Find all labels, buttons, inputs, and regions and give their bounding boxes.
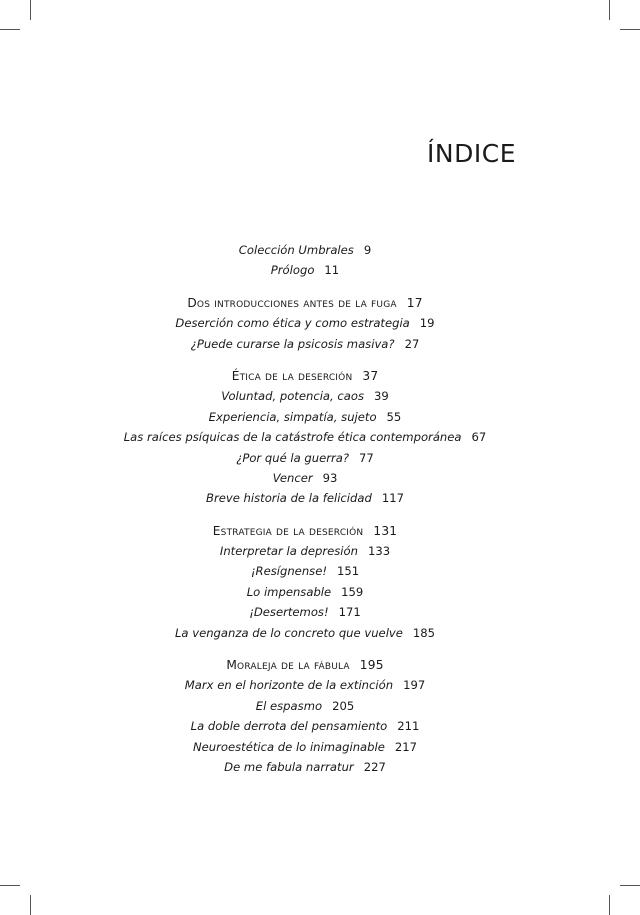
toc-entry-title: El espasmo — [255, 698, 323, 713]
toc-entry-title: Interpretar la depresión — [219, 544, 358, 559]
toc-entry-page: 19 — [419, 316, 435, 331]
toc-entry-page: 9 — [363, 243, 372, 257]
toc-entry-page: 217 — [394, 739, 418, 754]
toc-entry — [0, 488, 610, 508]
toc-entry — [0, 386, 610, 406]
toc-entry — [0, 582, 610, 602]
toc-section-title: Ética de la deserción — [231, 368, 353, 383]
toc-section-heading — [0, 293, 610, 313]
toc-entry — [0, 623, 610, 643]
toc-entry-title: Neuroestética de lo inimaginable — [192, 739, 385, 754]
toc-entry — [0, 541, 610, 561]
toc-section-heading — [0, 366, 610, 386]
toc-entry — [0, 696, 610, 716]
crop-mark-bottom-right-horizontal — [620, 885, 640, 886]
toc-entry-page: 159 — [341, 584, 364, 599]
toc-entry — [0, 737, 610, 757]
crop-mark-bottom-left — [30, 895, 31, 915]
toc-entry-title: Lo impensable — [246, 584, 332, 599]
table-of-contents — [0, 240, 610, 777]
toc-section-page: 17 — [406, 295, 423, 310]
toc-entry — [0, 757, 610, 777]
toc-entry-title: Vencer — [272, 470, 313, 485]
toc-entry — [0, 334, 610, 354]
toc-entry — [0, 240, 610, 260]
toc-entry — [0, 716, 610, 736]
toc-entry-title: Voluntad, potencia, caos — [221, 389, 365, 404]
toc-entry-title: ¿Por qué la guerra? — [236, 450, 350, 465]
toc-entry-title: ¡Resígnense! — [250, 564, 327, 579]
toc-entry — [0, 313, 610, 333]
toc-entry-page: 67 — [471, 430, 487, 445]
toc-entry — [0, 675, 610, 695]
crop-mark-top-left — [30, 0, 31, 20]
toc-entry-title: La doble derrota del pensamiento — [190, 719, 388, 734]
toc-entry-title: Prólogo — [270, 263, 315, 278]
toc-entry-title: Breve historia de la felicidad — [206, 491, 372, 506]
toc-entry — [0, 561, 610, 581]
toc-section-title: Dos introducciones antes de la fuga — [187, 295, 397, 310]
toc-entry — [0, 407, 610, 427]
toc-entry-title: De me fabula narratur — [224, 759, 354, 774]
crop-mark-bottom-right — [609, 895, 610, 915]
toc-entry-page: 39 — [374, 389, 389, 404]
toc-entry-page: 117 — [381, 491, 404, 506]
toc-entry — [0, 260, 610, 280]
page-title: ÍNDICE — [427, 138, 516, 168]
toc-entry-title: Las raíces psíquicas de la catástrofe ética contemporánea — [123, 430, 462, 445]
toc-entry-page: 55 — [386, 409, 402, 424]
toc-entry — [0, 448, 610, 468]
toc-entry-title: ¡Desertemos! — [249, 605, 329, 620]
toc-entry-page: 27 — [404, 336, 420, 351]
toc-entry-page: 11 — [324, 263, 340, 278]
toc-entry-page: 197 — [403, 678, 426, 693]
toc-entry-page: 171 — [338, 605, 361, 620]
toc-entry-page: 77 — [359, 450, 374, 465]
toc-entry-page: 211 — [397, 719, 420, 734]
toc-entry — [0, 468, 610, 488]
toc-entry-page: 151 — [336, 564, 360, 579]
toc-entry-title: La venganza de lo concreto que vuelve — [174, 625, 403, 640]
toc-entry-page: 227 — [363, 759, 386, 774]
toc-section-title: Estrategia de la deserción — [212, 523, 364, 538]
toc-section-heading — [0, 655, 610, 675]
crop-mark-top-right — [609, 0, 610, 20]
toc-entry-page: 205 — [332, 698, 355, 713]
toc-entry-title: Experiencia, simpatía, sujeto — [208, 409, 377, 424]
toc-section-heading — [0, 521, 610, 541]
toc-section-title: Moraleja de la fábula — [226, 658, 350, 673]
toc-entry-title: Colección Umbrales — [238, 243, 354, 257]
toc-entry-page: 133 — [367, 544, 391, 559]
toc-entry-title: Deserción como ética y como estrategia — [175, 316, 410, 331]
toc-entry-page: 93 — [322, 470, 338, 485]
toc-entry-title: ¿Puede curarse la psicosis masiva? — [190, 336, 395, 351]
toc-section-page: 131 — [373, 523, 398, 538]
crop-mark-top-right-horizontal — [620, 29, 640, 30]
toc-entry-page: 185 — [412, 625, 436, 640]
toc-section-page: 37 — [362, 368, 379, 383]
toc-entry-title: Marx en el horizonte de la extinción — [184, 678, 394, 693]
crop-mark-top-left-horizontal — [0, 29, 20, 30]
toc-entry — [0, 427, 610, 447]
crop-mark-bottom-left-horizontal — [0, 885, 20, 886]
toc-section-page: 195 — [359, 658, 384, 673]
toc-entry — [0, 602, 610, 622]
